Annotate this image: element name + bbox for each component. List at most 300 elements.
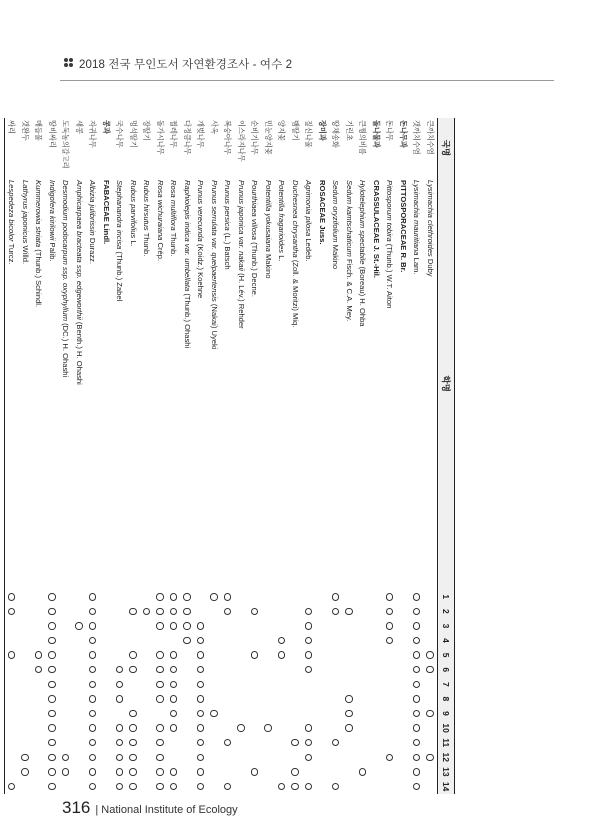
presence-cell	[370, 619, 384, 634]
presence-circle-icon	[156, 739, 164, 747]
presence-circle-icon	[48, 768, 56, 776]
presence-circle-icon	[21, 768, 29, 776]
presence-cell	[397, 735, 411, 750]
presence-cell	[46, 633, 60, 648]
species-author: (Thunb.) Decne.	[250, 242, 260, 297]
presence-cell	[410, 765, 424, 780]
presence-cell	[154, 735, 168, 750]
presence-cell	[181, 721, 195, 736]
presence-cell	[235, 633, 249, 648]
presence-cell	[383, 677, 397, 692]
presence-cell	[235, 662, 249, 677]
presence-cell	[221, 735, 235, 750]
species-binomial: Sedum kamtschaticum	[345, 180, 354, 257]
presence-cell	[410, 721, 424, 736]
presence-cell	[127, 706, 141, 721]
presence-circle-icon	[62, 754, 70, 762]
presence-cell	[59, 619, 73, 634]
presence-circle-icon	[48, 724, 56, 732]
presence-cell	[424, 692, 438, 707]
presence-circle-icon	[426, 651, 434, 659]
presence-circle-icon	[116, 739, 124, 747]
presence-cell	[167, 633, 181, 648]
presence-cell	[316, 677, 330, 692]
presence-cell	[383, 779, 397, 794]
scientific-name	[113, 178, 127, 589]
presence-circle-icon	[156, 666, 164, 674]
presence-cell	[167, 706, 181, 721]
presence-circle-icon	[183, 622, 191, 630]
col-island-4: 4	[441, 638, 451, 643]
presence-cell	[127, 604, 141, 619]
presence-cell	[289, 779, 303, 794]
col-island-12: 12	[441, 752, 451, 763]
presence-cell	[262, 648, 276, 663]
species-author: Lam.	[412, 257, 422, 275]
family-name: ROSACEAE Juss.	[318, 180, 327, 245]
presence-cell	[235, 589, 249, 604]
presence-cell	[154, 662, 168, 677]
presence-cell	[154, 779, 168, 794]
presence-cell	[32, 604, 46, 619]
presence-cell	[248, 706, 262, 721]
presence-cell	[181, 779, 195, 794]
species-author: (L.) Batsch	[223, 232, 233, 270]
family-row	[397, 118, 411, 794]
presence-cell	[221, 662, 235, 677]
presence-cell	[356, 677, 370, 692]
presence-cell	[19, 589, 33, 604]
presence-cell	[221, 604, 235, 619]
presence-circle-icon	[359, 768, 367, 776]
presence-cell	[113, 765, 127, 780]
presence-circle-icon	[237, 724, 245, 732]
presence-cell	[275, 692, 289, 707]
presence-cell	[113, 735, 127, 750]
presence-cell	[262, 692, 276, 707]
species-binomial: Sedum oryzifolium	[331, 180, 341, 243]
korean-name: 돌나물과	[372, 120, 381, 148]
presence-cell	[370, 735, 384, 750]
presence-cell	[127, 619, 141, 634]
header-rule	[60, 80, 554, 81]
presence-cell	[100, 648, 114, 663]
species-row	[262, 118, 276, 794]
species-row	[181, 118, 195, 794]
scientific-name	[410, 178, 424, 589]
presence-cell	[19, 648, 33, 663]
korean-name: 큰까치수염	[426, 120, 435, 155]
presence-cell	[59, 735, 73, 750]
presence-cell	[5, 706, 19, 721]
presence-cell	[86, 779, 100, 794]
korean-name: 뱀딸기	[291, 120, 300, 141]
presence-cell	[275, 779, 289, 794]
presence-cell	[181, 692, 195, 707]
presence-circle-icon	[62, 768, 70, 776]
family-row	[100, 118, 114, 794]
presence-cell	[316, 721, 330, 736]
presence-cell	[424, 589, 438, 604]
presence-cell	[100, 589, 114, 604]
presence-circle-icon	[386, 608, 394, 616]
presence-cell	[221, 779, 235, 794]
presence-cell	[5, 619, 19, 634]
presence-cell	[86, 619, 100, 634]
presence-circle-icon	[413, 710, 421, 718]
presence-cell	[316, 662, 330, 677]
species-binomial: Potentilla fragarioides	[277, 180, 287, 254]
presence-cell	[302, 721, 316, 736]
presence-cell	[59, 662, 73, 677]
presence-circle-icon	[197, 681, 205, 689]
species-author: L.	[277, 255, 287, 262]
presence-cell	[289, 692, 303, 707]
presence-cell	[410, 662, 424, 677]
col-island-11: 11	[441, 738, 451, 748]
presence-cell	[59, 750, 73, 765]
korean-name: 땅채송화	[331, 120, 341, 148]
presence-cell	[275, 619, 289, 634]
presence-cell	[154, 604, 168, 619]
presence-cell	[397, 619, 411, 634]
presence-cell	[397, 662, 411, 677]
presence-cell	[329, 721, 343, 736]
species-binomial: Pourthiaea villosa	[250, 180, 260, 240]
presence-cell	[100, 619, 114, 634]
presence-cell	[113, 706, 127, 721]
presence-cell	[32, 619, 46, 634]
presence-cell	[329, 619, 343, 634]
presence-cell	[356, 633, 370, 648]
presence-cell	[167, 735, 181, 750]
presence-cell	[208, 633, 222, 648]
presence-circle-icon	[332, 739, 340, 747]
presence-cell	[424, 633, 438, 648]
presence-circle-icon	[170, 608, 178, 616]
presence-cell	[208, 648, 222, 663]
presence-cell	[140, 735, 154, 750]
presence-cell	[167, 619, 181, 634]
presence-cell	[19, 633, 33, 648]
presence-cell	[262, 662, 276, 677]
presence-cell	[32, 662, 46, 677]
presence-circle-icon	[8, 651, 16, 659]
presence-cell	[154, 706, 168, 721]
presence-circle-icon	[170, 724, 178, 732]
presence-cell	[46, 750, 60, 765]
table-body	[5, 118, 438, 794]
species-author: (Thunb.) Ohashi	[183, 293, 192, 349]
presence-circle-icon	[224, 739, 232, 747]
korean-name: 민눈양지꽃	[264, 120, 273, 155]
presence-cell	[397, 677, 411, 692]
presence-cell	[343, 633, 357, 648]
presence-cell	[302, 619, 316, 634]
col-korean-name: 국명	[441, 139, 451, 157]
presence-circle-icon	[413, 724, 421, 732]
presence-circle-icon	[264, 724, 272, 732]
species-row	[113, 118, 127, 794]
species-binomial: Hylotelephium spectabile	[358, 180, 368, 265]
presence-cell	[194, 604, 208, 619]
presence-cell	[275, 633, 289, 648]
scientific-name	[100, 178, 114, 589]
presence-cell	[275, 765, 289, 780]
presence-circle-icon	[197, 724, 205, 732]
presence-cell	[167, 721, 181, 736]
presence-cell	[235, 692, 249, 707]
presence-cell	[262, 706, 276, 721]
presence-circle-icon	[129, 739, 137, 747]
presence-cell	[100, 604, 114, 619]
korean-name: 개벚나무	[196, 120, 206, 148]
presence-cell	[235, 619, 249, 634]
presence-cell	[59, 765, 73, 780]
presence-circle-icon	[170, 768, 178, 776]
presence-cell	[343, 648, 357, 663]
presence-circle-icon	[48, 681, 56, 689]
presence-cell	[356, 765, 370, 780]
presence-cell	[208, 765, 222, 780]
presence-cell	[32, 750, 46, 765]
presence-cell	[167, 604, 181, 619]
scientific-name	[235, 178, 249, 589]
presence-cell	[127, 633, 141, 648]
presence-cell	[194, 779, 208, 794]
col-scientific-name: 학명	[441, 375, 451, 392]
presence-cell	[221, 589, 235, 604]
presence-cell	[329, 648, 343, 663]
presence-cell	[343, 619, 357, 634]
presence-cell	[424, 662, 438, 677]
korean-name: 돈나무과	[399, 120, 408, 148]
presence-cell	[86, 721, 100, 736]
scientific-name	[343, 178, 357, 589]
species-table-container	[7, 118, 455, 794]
presence-circle-icon	[345, 710, 353, 718]
species-author: Fisch. & C.A. Mey.	[345, 258, 354, 322]
presence-circle-icon	[305, 666, 313, 674]
species-row	[302, 118, 316, 794]
species-row	[140, 118, 154, 794]
presence-cell	[329, 633, 343, 648]
presence-circle-icon	[224, 783, 232, 791]
presence-cell	[86, 692, 100, 707]
species-row	[86, 118, 100, 794]
presence-cell	[370, 648, 384, 663]
presence-circle-icon	[156, 593, 164, 601]
presence-cell	[370, 589, 384, 604]
korean-name: 사옥	[210, 120, 219, 134]
species-row	[248, 118, 262, 794]
presence-cell	[316, 779, 330, 794]
presence-cell	[127, 750, 141, 765]
scientific-name	[289, 178, 303, 589]
presence-cell	[32, 677, 46, 692]
presence-circle-icon	[156, 724, 164, 732]
presence-cell	[289, 633, 303, 648]
col-island-1: 1	[441, 594, 451, 600]
presence-cell	[370, 706, 384, 721]
presence-cell	[5, 735, 19, 750]
presence-cell	[5, 765, 19, 780]
korean-name: 자귀나무	[88, 120, 98, 148]
presence-cell	[370, 604, 384, 619]
presence-circle-icon	[48, 710, 56, 718]
presence-cell	[46, 779, 60, 794]
presence-cell	[86, 706, 100, 721]
presence-circle-icon	[89, 739, 97, 747]
presence-cell	[248, 735, 262, 750]
presence-circle-icon	[48, 593, 56, 601]
presence-cell	[410, 692, 424, 707]
species-row	[194, 118, 208, 794]
species-row	[424, 118, 438, 794]
presence-cell	[262, 765, 276, 780]
species-binomial: Rosa wichuraiana	[156, 180, 165, 241]
korean-name: 돈나무	[385, 120, 395, 141]
presence-cell	[289, 648, 303, 663]
presence-cell	[73, 662, 87, 677]
presence-cell	[343, 721, 357, 736]
presence-cell	[343, 662, 357, 677]
presence-cell	[46, 662, 60, 677]
presence-cell	[275, 721, 289, 736]
presence-circle-icon	[413, 783, 421, 791]
presence-cell	[221, 765, 235, 780]
presence-cell	[235, 750, 249, 765]
presence-cell	[73, 648, 87, 663]
presence-cell	[424, 721, 438, 736]
species-author: Durazz.	[88, 237, 98, 265]
presence-cell	[248, 589, 262, 604]
family-name: CRASSULACEAE J. St.-Hil.	[372, 180, 381, 278]
presence-cell	[113, 692, 127, 707]
presence-circle-icon	[116, 754, 124, 762]
presence-cell	[73, 721, 87, 736]
presence-cell	[167, 662, 181, 677]
presence-cell	[208, 750, 222, 765]
presence-circle-icon	[197, 768, 205, 776]
presence-cell	[140, 662, 154, 677]
presence-circle-icon	[413, 739, 421, 747]
col-island-10: 10	[441, 723, 451, 733]
presence-cell	[73, 735, 87, 750]
presence-circle-icon	[170, 622, 178, 630]
presence-cell	[289, 765, 303, 780]
presence-cell	[100, 765, 114, 780]
presence-cell	[397, 604, 411, 619]
presence-cell	[181, 648, 195, 663]
presence-circle-icon	[89, 608, 97, 616]
presence-circle-icon	[210, 710, 218, 718]
col-island-3: 3	[441, 623, 451, 629]
presence-cell	[113, 662, 127, 677]
scientific-name	[73, 178, 87, 589]
presence-cell	[167, 779, 181, 794]
presence-cell	[424, 750, 438, 765]
presence-cell	[19, 779, 33, 794]
presence-cell	[275, 706, 289, 721]
presence-cell	[86, 765, 100, 780]
scientific-name	[59, 178, 73, 589]
species-binomial: Agrimonia pilosa	[304, 180, 314, 237]
presence-cell	[127, 735, 141, 750]
presence-cell	[194, 706, 208, 721]
presence-cell	[32, 589, 46, 604]
presence-circle-icon	[291, 739, 299, 747]
species-row	[356, 118, 370, 794]
presence-cell	[397, 589, 411, 604]
presence-cell	[316, 589, 330, 604]
presence-cell	[181, 619, 195, 634]
publisher: | National Institute of Ecology	[95, 804, 238, 816]
presence-cell	[248, 648, 262, 663]
korean-name: 갯완두	[21, 120, 30, 141]
presence-cell	[167, 750, 181, 765]
presence-cell	[397, 721, 411, 736]
presence-cell	[181, 633, 195, 648]
presence-circle-icon	[251, 768, 259, 776]
presence-circle-icon	[8, 783, 16, 791]
presence-cell	[383, 750, 397, 765]
species-author: Thunb.	[142, 232, 152, 257]
species-author: Crép.	[156, 242, 165, 262]
presence-cell	[383, 765, 397, 780]
presence-cell	[19, 750, 33, 765]
presence-cell	[356, 750, 370, 765]
korean-name: 도둑놈의갈고리	[61, 120, 71, 169]
presence-circle-icon	[129, 768, 137, 776]
presence-cell	[59, 779, 73, 794]
presence-circle-icon	[224, 593, 232, 601]
presence-cell	[343, 779, 357, 794]
presence-circle-icon	[426, 754, 434, 762]
presence-circle-icon	[305, 637, 313, 645]
presence-circle-icon	[89, 754, 97, 762]
presence-cell	[73, 619, 87, 634]
presence-circle-icon	[116, 695, 124, 703]
col-island-8: 8	[441, 696, 451, 702]
presence-cell	[181, 706, 195, 721]
presence-cell	[59, 589, 73, 604]
presence-circle-icon	[48, 608, 56, 616]
korean-name: 복숭아나무	[223, 120, 233, 155]
species-binomial: Duchesnea chrysantha	[291, 180, 300, 258]
presence-cell	[343, 735, 357, 750]
presence-cell	[316, 604, 330, 619]
presence-cell	[167, 648, 181, 663]
presence-cell	[73, 750, 87, 765]
presence-cell	[127, 648, 141, 663]
presence-cell	[32, 735, 46, 750]
presence-circle-icon	[116, 724, 124, 732]
scientific-name	[275, 178, 289, 589]
presence-cell	[19, 721, 33, 736]
presence-cell	[5, 692, 19, 707]
presence-cell	[19, 662, 33, 677]
presence-cell	[235, 765, 249, 780]
presence-circle-icon	[48, 754, 56, 762]
presence-cell	[32, 765, 46, 780]
page-footer	[62, 798, 238, 818]
presence-circle-icon	[305, 608, 313, 616]
presence-cell	[289, 619, 303, 634]
presence-cell	[46, 765, 60, 780]
presence-circle-icon	[332, 593, 340, 601]
presence-circle-icon	[89, 695, 97, 703]
